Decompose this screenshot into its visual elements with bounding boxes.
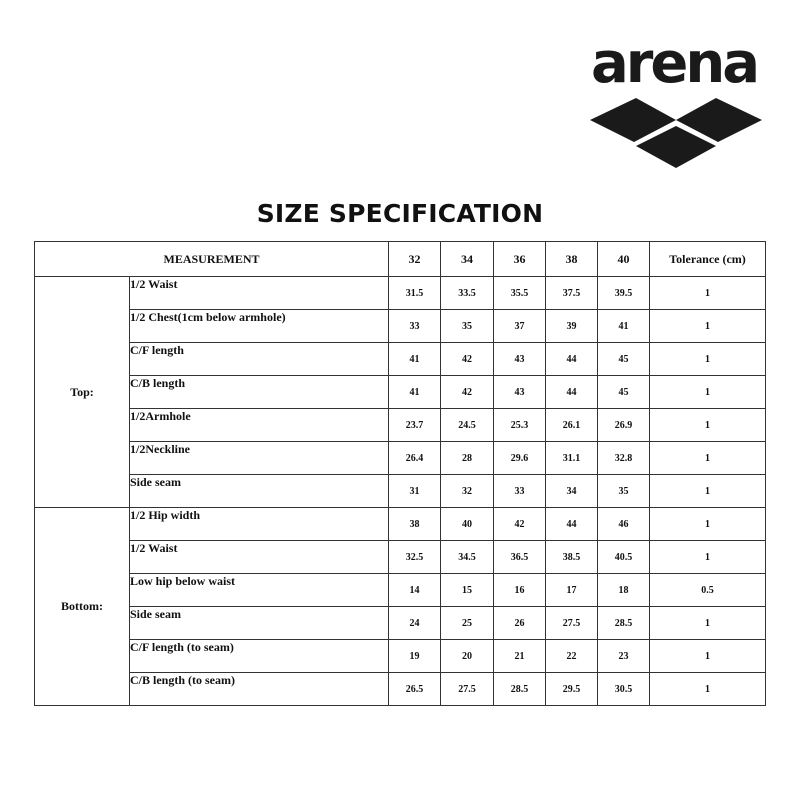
size-value-cell: 46 <box>598 508 650 541</box>
size-value-cell: 15 <box>441 574 494 607</box>
size-value-cell: 31.1 <box>546 442 598 475</box>
size-value-cell: 37 <box>494 310 546 343</box>
header-size: 36 <box>494 242 546 277</box>
measurement-name: 1/2 Waist <box>130 541 389 574</box>
header-size: 34 <box>441 242 494 277</box>
size-value-cell: 26.4 <box>389 442 441 475</box>
table-row <box>35 541 766 574</box>
size-value-cell: 24.5 <box>441 409 494 442</box>
size-value-cell: 24 <box>389 607 441 640</box>
size-value-cell: 40.5 <box>598 541 650 574</box>
measurement-name: C/F length (to seam) <box>130 640 389 673</box>
group-label: Top: <box>35 277 130 508</box>
measurement-name: Side seam <box>130 607 389 640</box>
tolerance-cell: 1 <box>650 508 766 541</box>
tolerance-cell: 1 <box>650 343 766 376</box>
measurement-name: 1/2 Chest(1cm below armhole) <box>130 310 389 343</box>
table-row <box>35 574 766 607</box>
table-row <box>35 673 766 706</box>
size-value-cell: 45 <box>598 376 650 409</box>
size-value-cell: 45 <box>598 343 650 376</box>
size-value-cell: 42 <box>494 508 546 541</box>
size-value-cell: 29.5 <box>546 673 598 706</box>
tolerance-cell: 1 <box>650 409 766 442</box>
size-value-cell: 35 <box>598 475 650 508</box>
size-value-cell: 25.3 <box>494 409 546 442</box>
arena-logo <box>586 31 766 172</box>
measurement-name: 1/2Armhole <box>130 409 389 442</box>
size-value-cell: 33.5 <box>441 277 494 310</box>
size-value-cell: 14 <box>389 574 441 607</box>
size-value-cell: 35 <box>441 310 494 343</box>
measurement-name: 1/2 Hip width <box>130 508 389 541</box>
tolerance-cell: 1 <box>650 310 766 343</box>
header-measurement: MEASUREMENT <box>35 242 389 277</box>
size-value-cell: 38.5 <box>546 541 598 574</box>
table-row <box>35 409 766 442</box>
size-value-cell: 39 <box>546 310 598 343</box>
size-value-cell: 41 <box>389 343 441 376</box>
size-value-cell: 31 <box>389 475 441 508</box>
size-value-cell: 34.5 <box>441 541 494 574</box>
size-value-cell: 42 <box>441 343 494 376</box>
size-value-cell: 44 <box>546 376 598 409</box>
size-value-cell: 44 <box>546 508 598 541</box>
table-row <box>35 310 766 343</box>
tolerance-cell: 1 <box>650 607 766 640</box>
size-value-cell: 43 <box>494 376 546 409</box>
size-value-cell: 26 <box>494 607 546 640</box>
size-spec-table <box>34 241 766 706</box>
size-value-cell: 26.5 <box>389 673 441 706</box>
size-value-cell: 26.9 <box>598 409 650 442</box>
size-value-cell: 25 <box>441 607 494 640</box>
size-value-cell: 33 <box>389 310 441 343</box>
size-value-cell: 23 <box>598 640 650 673</box>
size-value-cell: 22 <box>546 640 598 673</box>
measurement-name: C/B length (to seam) <box>130 673 389 706</box>
size-value-cell: 33 <box>494 475 546 508</box>
table-row <box>35 376 766 409</box>
measurement-name: 1/2 Waist <box>130 277 389 310</box>
tolerance-cell: 1 <box>650 541 766 574</box>
size-value-cell: 29.6 <box>494 442 546 475</box>
size-value-cell: 18 <box>598 574 650 607</box>
measurement-name: C/B length <box>130 376 389 409</box>
tolerance-cell: 1 <box>650 442 766 475</box>
header-size: 40 <box>598 242 650 277</box>
measurement-name: 1/2Neckline <box>130 442 389 475</box>
tolerance-cell: 1 <box>650 640 766 673</box>
group-label: Bottom: <box>35 508 130 706</box>
table-row <box>35 607 766 640</box>
size-value-cell: 31.5 <box>389 277 441 310</box>
size-value-cell: 19 <box>389 640 441 673</box>
diamond-logo-icon <box>586 94 766 172</box>
measurement-name: Side seam <box>130 475 389 508</box>
measurement-name: C/F length <box>130 343 389 376</box>
size-value-cell: 35.5 <box>494 277 546 310</box>
size-value-cell: 28 <box>441 442 494 475</box>
size-value-cell: 36.5 <box>494 541 546 574</box>
header-size: 32 <box>389 242 441 277</box>
size-value-cell: 30.5 <box>598 673 650 706</box>
size-value-cell: 41 <box>389 376 441 409</box>
size-value-cell: 16 <box>494 574 546 607</box>
tolerance-cell: 1 <box>650 475 766 508</box>
tolerance-cell: 0.5 <box>650 574 766 607</box>
header-row <box>35 242 766 277</box>
size-value-cell: 20 <box>441 640 494 673</box>
header-size: 38 <box>546 242 598 277</box>
size-value-cell: 32.5 <box>389 541 441 574</box>
size-value-cell: 27.5 <box>441 673 494 706</box>
size-value-cell: 23.7 <box>389 409 441 442</box>
size-value-cell: 32.8 <box>598 442 650 475</box>
measurement-name: Low hip below waist <box>130 574 389 607</box>
table-row <box>35 640 766 673</box>
tolerance-cell: 1 <box>650 673 766 706</box>
table-row <box>35 277 766 310</box>
size-value-cell: 42 <box>441 376 494 409</box>
size-value-cell: 39.5 <box>598 277 650 310</box>
size-value-cell: 28.5 <box>494 673 546 706</box>
size-value-cell: 44 <box>546 343 598 376</box>
logo-wordmark: arena <box>590 31 758 96</box>
table-row <box>35 475 766 508</box>
table-row <box>35 508 766 541</box>
size-value-cell: 32 <box>441 475 494 508</box>
size-value-cell: 34 <box>546 475 598 508</box>
page-title: SIZE SPECIFICATION <box>256 199 544 228</box>
size-value-cell: 38 <box>389 508 441 541</box>
size-value-cell: 28.5 <box>598 607 650 640</box>
size-value-cell: 27.5 <box>546 607 598 640</box>
size-value-cell: 43 <box>494 343 546 376</box>
size-value-cell: 40 <box>441 508 494 541</box>
table-row <box>35 442 766 475</box>
size-value-cell: 21 <box>494 640 546 673</box>
size-value-cell: 17 <box>546 574 598 607</box>
size-value-cell: 26.1 <box>546 409 598 442</box>
size-value-cell: 37.5 <box>546 277 598 310</box>
size-value-cell: 41 <box>598 310 650 343</box>
table-row <box>35 343 766 376</box>
tolerance-cell: 1 <box>650 376 766 409</box>
tolerance-cell: 1 <box>650 277 766 310</box>
header-tolerance: Tolerance (cm) <box>650 242 766 277</box>
